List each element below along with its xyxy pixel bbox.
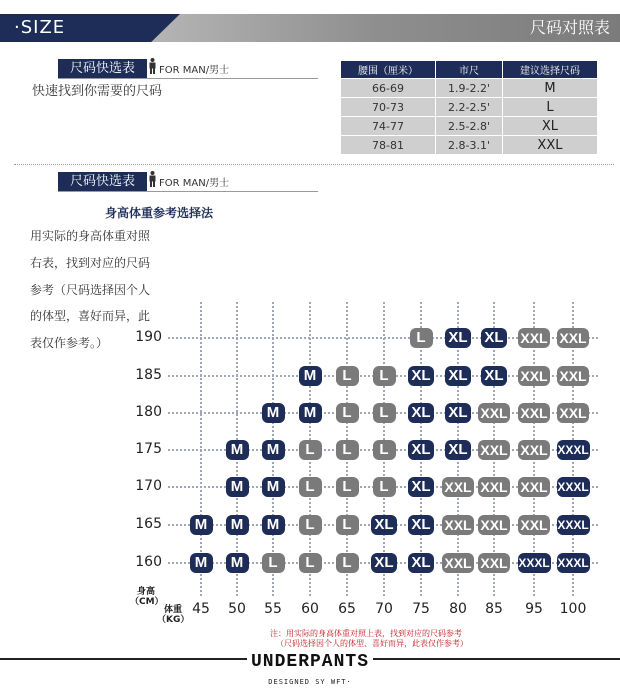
table-header: 建议选择尺码 — [503, 61, 597, 78]
x-tick-label: 95 — [525, 601, 543, 617]
y-tick-label: 170 — [135, 478, 162, 494]
y-tick-label: 190 — [135, 329, 162, 345]
table-header: 腰围（厘米） — [341, 61, 435, 78]
side-text-line: 右表，找到对应的尺码 — [30, 256, 151, 270]
size-badge: XL — [445, 328, 471, 348]
note-line: （尺码选择因个人的体型、喜好而异，此表仅作参考） — [276, 639, 468, 648]
size-badge: L — [373, 403, 396, 423]
x-tick-label: 45 — [192, 601, 210, 617]
chart-title: 身高体重参考选择法 — [105, 206, 214, 220]
size-badge: XXXL — [518, 553, 551, 573]
size-badge: L — [336, 477, 359, 497]
side-text-line: 用实际的身高体重对照 — [30, 229, 151, 243]
shichi-cell: 2.2-2.5' — [436, 98, 502, 116]
waist-cell: 66-69 — [341, 79, 435, 97]
x-axis-label-line: （KG） — [157, 615, 190, 625]
size-badge: L — [373, 477, 396, 497]
waist-cell: 74-77 — [341, 117, 435, 135]
size-badge: M — [226, 477, 249, 497]
size-badge: L — [299, 440, 322, 460]
x-tick-label: 75 — [412, 601, 430, 617]
size-badge: XXL — [518, 440, 550, 460]
header-right-title: 尺码对照表 — [529, 18, 610, 37]
side-text-line: 参考（尺码选择因个人 — [30, 283, 151, 297]
side-text-line: 的体型，喜好而异，此 — [30, 309, 151, 323]
size-cell: XXL — [503, 136, 597, 154]
size-badge: L — [336, 440, 359, 460]
size-badge: XL — [371, 515, 397, 535]
size-badge: L — [410, 328, 433, 348]
size-badge: L — [262, 553, 285, 573]
size-badge: M — [226, 553, 249, 573]
footer-subtitle: DESIGNED SY WFT· — [268, 678, 352, 686]
shichi-cell: 2.8-3.1' — [436, 136, 502, 154]
size-badge: M — [262, 440, 285, 460]
size-badge: XL — [408, 440, 434, 460]
size-badge: XXXL — [557, 553, 590, 573]
quick-description: 快速找到你需要的尺码 — [32, 84, 163, 99]
size-badge: L — [373, 440, 396, 460]
size-badge: M — [299, 403, 322, 423]
x-axis-label-line: 体重 — [163, 605, 182, 615]
size-badge: XXL — [478, 440, 510, 460]
size-cell: M — [503, 79, 597, 97]
waist-cell: 70-73 — [341, 98, 435, 116]
size-cell: XL — [503, 117, 597, 135]
size-badge: XXL — [557, 328, 589, 348]
size-badge: XXXL — [557, 515, 590, 535]
y-tick-label: 160 — [135, 554, 162, 570]
size-badge: XL — [481, 328, 507, 348]
chart-tag: 尺码快选表 — [58, 172, 147, 191]
size-badge: M — [226, 440, 249, 460]
size-badge: XXL — [478, 553, 510, 573]
table-header: 市尺 — [436, 61, 502, 78]
y-tick-label: 185 — [135, 367, 162, 383]
shichi-cell: 2.5-2.8' — [436, 117, 502, 135]
header-left-title: ·SIZE — [14, 17, 66, 38]
note-line: 注：用实际的身高体重对照上表，找到对应的尺码参考 — [270, 629, 462, 638]
size-badge: M — [299, 366, 322, 386]
size-badge: XXL — [442, 515, 474, 535]
size-badge: L — [299, 515, 322, 535]
size-badge: L — [336, 403, 359, 423]
size-badge: XXL — [442, 477, 474, 497]
x-tick-label: 85 — [485, 601, 503, 617]
size-badge: XL — [445, 366, 471, 386]
size-badge: M — [262, 403, 285, 423]
size-badge: XXL — [518, 515, 550, 535]
size-badge: XL — [445, 403, 471, 423]
size-badge: XXL — [478, 477, 510, 497]
size-badge: XL — [481, 366, 507, 386]
size-badge: L — [299, 553, 322, 573]
x-axis-label — [157, 605, 189, 625]
footer-title-text: UNDERPANTS — [247, 652, 373, 672]
x-tick-label: 70 — [375, 601, 393, 617]
size-badge: M — [226, 515, 249, 535]
size-badge: XXXL — [557, 440, 590, 460]
size-badge: XXXL — [557, 477, 590, 497]
y-tick-label: 165 — [135, 516, 162, 532]
size-badge: XXL — [518, 366, 550, 386]
quick-tag: 尺码快选表 — [58, 59, 147, 78]
size-badge: XL — [445, 440, 471, 460]
y-tick-label: 175 — [135, 441, 162, 457]
size-badge: XL — [408, 366, 434, 386]
x-tick-label: 100 — [559, 601, 587, 617]
waist-cell: 78-81 — [341, 136, 435, 154]
x-tick-label: 80 — [449, 601, 467, 617]
size-badge: XXL — [518, 403, 550, 423]
x-tick-label: 65 — [338, 601, 356, 617]
size-badge: L — [299, 477, 322, 497]
size-badge: L — [336, 366, 359, 386]
size-badge: XXL — [478, 403, 510, 423]
shichi-cell: 1.9-2.2' — [436, 79, 502, 97]
size-badge: L — [373, 366, 396, 386]
size-badge: XXL — [518, 477, 550, 497]
size-badge: XL — [408, 553, 434, 573]
size-badge: M — [262, 515, 285, 535]
y-axis-label-line: 身高 — [136, 587, 155, 597]
size-cell: L — [503, 98, 597, 116]
y-axis-label-line: （CM） — [130, 597, 164, 607]
y-tick-label: 180 — [135, 404, 162, 420]
size-badge: M — [190, 515, 213, 535]
x-tick-label: 60 — [301, 601, 319, 617]
size-badge: M — [190, 553, 213, 573]
size-badge: XXL — [442, 553, 474, 573]
for-man-label: FOR MAN/男士 — [159, 65, 230, 76]
size-badge: XL — [408, 403, 434, 423]
y-axis-label — [130, 587, 162, 607]
size-badge: L — [336, 515, 359, 535]
side-text-line: 表仅作参考。） — [30, 336, 109, 350]
size-badge: L — [336, 553, 359, 573]
footer-title — [0, 651, 620, 672]
size-badge: XXL — [557, 403, 589, 423]
size-badge: XXL — [518, 328, 550, 348]
size-badge: XL — [408, 515, 434, 535]
x-tick-label: 50 — [228, 601, 246, 617]
size-badge: XXL — [557, 366, 589, 386]
size-badge: M — [262, 477, 285, 497]
size-badge: XL — [371, 553, 397, 573]
x-tick-label: 55 — [264, 601, 282, 617]
for-man-label: FOR MAN/男士 — [159, 178, 230, 189]
size-badge: XL — [408, 477, 434, 497]
size-badge: XXL — [478, 515, 510, 535]
